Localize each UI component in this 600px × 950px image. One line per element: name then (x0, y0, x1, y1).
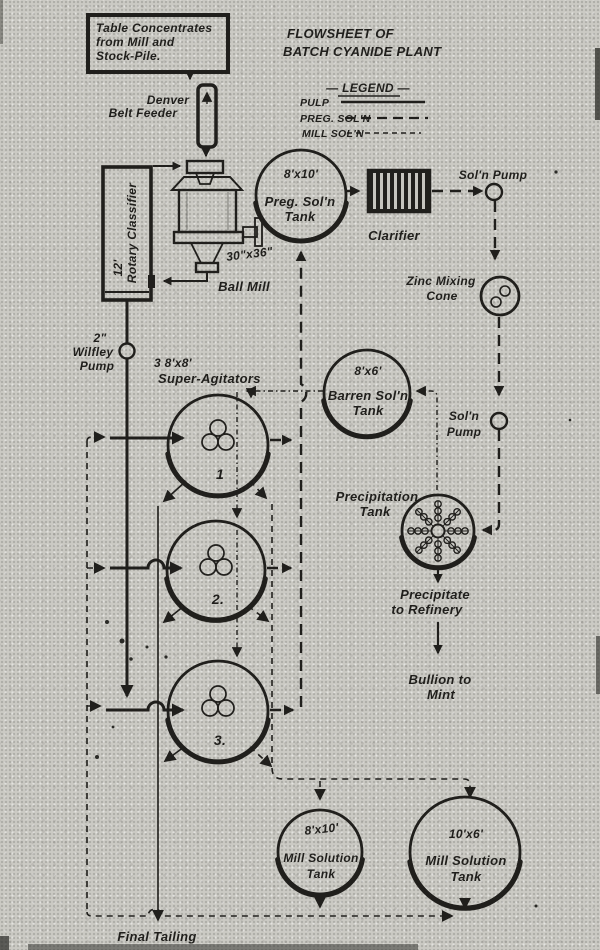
wilfley-pump-size: 2" (93, 331, 107, 345)
zinc-cone-circle (481, 277, 519, 315)
preg-tank-name2: Tank (284, 209, 316, 224)
agitator2-number: 2. (211, 591, 225, 607)
source-box-line2: from Mill and (96, 35, 175, 49)
legend-heading: — LEGEND — (326, 81, 410, 95)
super-agitators (154, 356, 268, 762)
zinc-cone-label1: Zinc Mixing (406, 274, 476, 288)
soln-pump-right-label2: Pump (446, 425, 482, 439)
agitator1-impeller (202, 420, 234, 450)
mill-flange (174, 232, 243, 243)
mill-tank-small-name1: Mill Solution (283, 851, 359, 865)
soln-pump-top-circle (486, 184, 502, 200)
belt-feeder-label1: Denver (146, 93, 190, 107)
source-box-line1: Table Concentrates (96, 21, 213, 35)
belt-feeder (109, 85, 216, 147)
preg-tank-name1: Preg. Sol'n (264, 194, 336, 209)
bullion-note-line1: Bullion to (408, 672, 472, 687)
mill-solution-tank-small (278, 810, 363, 895)
clarifier (368, 170, 430, 243)
mill-tank-large-name2: Tank (450, 869, 482, 884)
page-title-line2: BATCH CYANIDE PLANT (283, 44, 442, 59)
source-box (88, 15, 228, 72)
barren-soln-tank (324, 350, 411, 437)
zinc-cone-glyph (491, 297, 501, 307)
mill-tank-small-name2: Tank (306, 867, 336, 881)
pipe-precip-to-barren-tank (417, 391, 437, 490)
soln-pump-top (459, 168, 528, 200)
pipe-feed-agitator2 (110, 560, 181, 568)
soln-pump-top-label: Sol'n Pump (458, 168, 528, 182)
classifier-name: Rotary Classifier (125, 182, 139, 284)
pipe-pump2-to-precip (483, 430, 499, 530)
legend-label-pulp: PULP (300, 97, 330, 109)
page-title-line1: FLOWSHEET OF (287, 26, 394, 41)
pipe-mill-bottom (87, 909, 452, 916)
agitators-heading2: Super-Agitators (158, 371, 261, 386)
zinc-cone-label2: Cone (426, 289, 458, 303)
pipe-feed-agitator3 (106, 702, 183, 710)
clarifier-body (368, 170, 430, 212)
pipe-mill-to-agitator1 (87, 437, 104, 441)
precip-tank-hub (432, 525, 445, 538)
wilfley-pump (73, 331, 135, 373)
soln-pump-right-label1: Sol'n (448, 409, 480, 423)
pipe-mill-to-classifier (164, 272, 207, 281)
final-tailing-label: Final Tailing (117, 929, 197, 944)
mill-shell (179, 190, 236, 232)
source-box-line3: Stock-Pile. (96, 49, 161, 63)
mill-scoop-bar (187, 161, 223, 173)
mill-discharge-cone (191, 243, 223, 263)
wilfley-pump-label1: Wilfley (72, 345, 114, 359)
agitator1-number: 1 (215, 466, 225, 482)
wilfley-pump-circle (120, 344, 135, 359)
classifier-size: 12' (111, 259, 125, 277)
precip-tank-name1: Precipitation (335, 489, 419, 504)
agitator-2 (167, 521, 266, 620)
zinc-mixing-cone (405, 274, 519, 315)
precipitation-tank (336, 489, 475, 568)
agitator-1 (168, 395, 268, 496)
mill-foot (196, 263, 218, 272)
mill-tank-large-size: 10'x6' (448, 827, 484, 841)
mill-scoop-neck (196, 173, 214, 184)
barren-tank-name2: Tank (352, 403, 384, 418)
agitator2-impeller (200, 545, 232, 575)
clarifier-label: Clarifier (368, 228, 420, 243)
soln-pump-right-circle (491, 413, 507, 429)
barren-tank-name1: Barren Sol'n (327, 388, 409, 403)
rotary-classifier (103, 167, 155, 300)
legend (300, 81, 428, 140)
mill-tank-large-name1: Mill Solution (425, 853, 507, 868)
barren-tank-size: 8'x6' (354, 364, 382, 378)
precip-tank-spokes (408, 501, 468, 561)
ball-mill-size: 30"x36" (225, 244, 274, 264)
preg-tank-size: 8'x10' (283, 167, 319, 181)
bullion-note-line2: Mint (427, 687, 455, 702)
precipitate-note-line2: to Refinery (391, 602, 463, 617)
legend-label-preg: PREG. SOL'N (300, 113, 371, 125)
pipe-preg-riser (301, 252, 306, 707)
preg-soln-tank (256, 150, 347, 241)
legend-label-mill: MILL SOL'N (302, 128, 364, 140)
preg-solution-lines (264, 191, 499, 710)
wilfley-pump-label2: Pump (79, 359, 115, 373)
agitator3-number: 3. (213, 732, 227, 748)
precip-tank-name2: Tank (359, 504, 391, 519)
agitators-heading1: 3 8'x8' (154, 356, 192, 370)
classifier-notch (148, 275, 155, 288)
mill-solution-tank-large (410, 797, 520, 908)
precipitate-note-line1: Precipitate (400, 587, 470, 602)
ball-mill-name: Ball Mill (218, 279, 270, 294)
mill-tank-small-size: 8'x10' (303, 820, 340, 838)
belt-feeder-label2: Belt Feeder (108, 106, 178, 120)
agitator3-impeller (202, 686, 234, 716)
zinc-cone-glyph (500, 286, 510, 296)
